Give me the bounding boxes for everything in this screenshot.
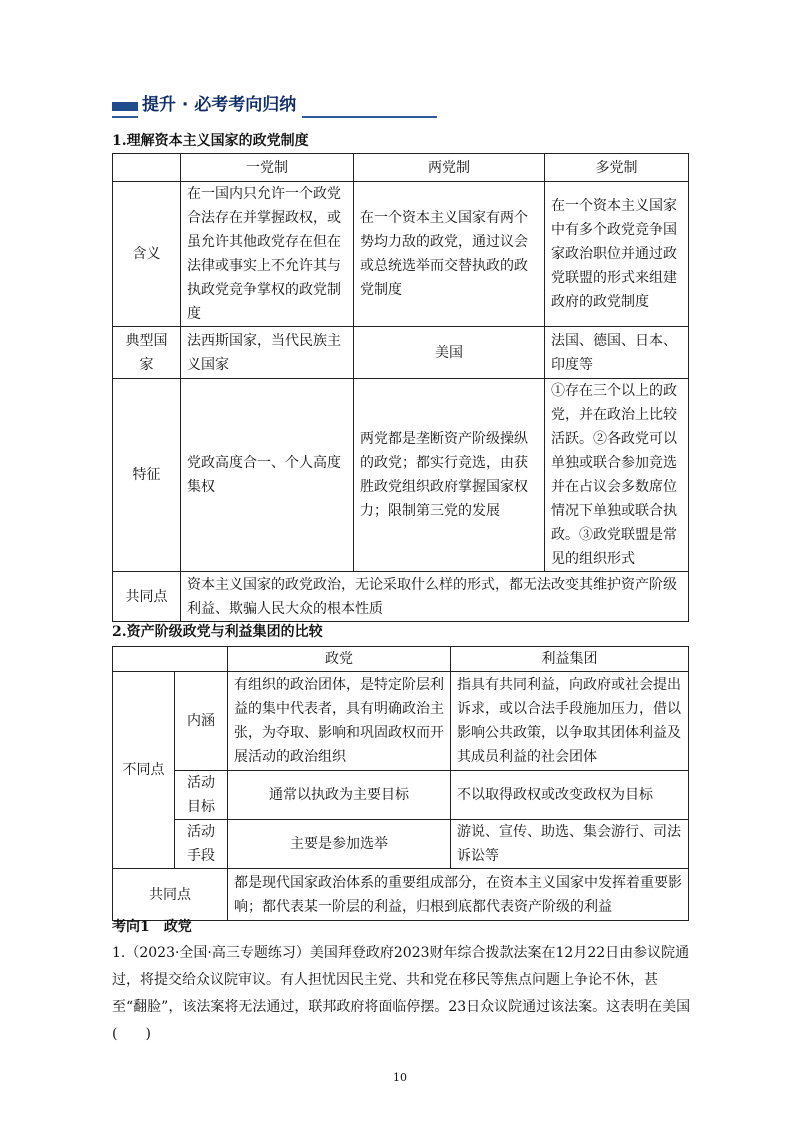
table-cell: 在一个资本主义国家有两个势均力敌的政党，通过议会或总统选举而交替执政的政党制度	[354, 182, 545, 327]
table-corner-cell	[113, 647, 228, 672]
table-row	[113, 672, 689, 771]
table-cell: 资本主义国家的政党政治，无论采取什么样的形式，都无法改变其维护资产阶级利益、欺骗人民大众的根本性质	[181, 572, 689, 622]
column-header: 多党制	[545, 154, 689, 182]
table-row	[113, 154, 689, 182]
section2-heading: 2.资产阶级政党与利益集团的比较	[112, 624, 323, 640]
party-system-table	[112, 153, 689, 622]
question-text: 1.（2023·全国·高三专题练习）美国拜登政府2023财年综合拨款法案在12月22日由参议院通过，将提交给众议院审议。有人担忧因民主党、共和党在移民等焦点问题上争论不休，甚至“翻脸”，该法案将无法通过，联邦政府将面临停摆。23日众议院通过该法案。这表明在美国( )	[112, 945, 691, 1042]
row-sublabel: 活动目标	[175, 771, 228, 820]
table-row	[113, 182, 689, 327]
table-row	[113, 647, 689, 672]
table-cell: 法国、德国、日本、印度等	[545, 327, 689, 379]
row-sublabel: 内涵	[175, 672, 228, 771]
section1-heading: 1.理解资本主义国家的政党制度	[112, 133, 309, 149]
exam-topic-heading: 考向1 政党	[112, 919, 192, 935]
table-cell: 都是现代国家政治体系的重要组成部分，在资本主义国家中发挥着重要影响；都代表某一阶层的利益，归根到底都代表资产阶级的利益	[228, 869, 689, 921]
table-cell: ①存在三个以上的政党，并在政治上比较活跃。②各政党可以单独或联合参加竞选并在占议会多数席位情况下单独或联合执政。③政党联盟是常见的组织形式	[545, 379, 689, 572]
table-cell: 在一个资本主义国家中有多个政党竞争国家政治职位并通过政党联盟的形式来组建政府的政党制度	[545, 182, 689, 327]
table-cell: 游说、宣传、助选、集会游行、司法诉讼等	[451, 820, 689, 869]
table-cell: 在一国内只允许一个政党合法存在并掌握政权，或虽允许其他政党存在但在法律或事实上不允许其与执政党竞争掌权的政党制度	[181, 182, 354, 327]
table-row	[113, 327, 689, 379]
table-cell: 美国	[354, 327, 545, 379]
table-row	[113, 572, 689, 622]
banner-title: 提升 · 必考考向归纳	[138, 92, 302, 118]
table-cell: 指具有共同利益，向政府或社会提出诉求，或以合法手段施加压力，借以影响公共政策，以争取其团体利益及其成员利益的社会团体	[451, 672, 689, 771]
table-row	[113, 771, 689, 820]
row-label: 特征	[113, 379, 181, 572]
table-cell: 两党都是垄断资产阶级操纵的政党；都实行竞选，由获胜政党组织政府掌握国家权力；限制第三党的发展	[354, 379, 545, 572]
row-label: 典型国家	[113, 327, 181, 379]
table-cell: 党政高度合一、个人高度集权	[181, 379, 354, 572]
table-cell: 有组织的政治团体，是特定阶层利益的集中代表者，具有明确政治主张，为夺取、影响和巩固政权而开展活动的政治组织	[228, 672, 451, 771]
table-row	[113, 820, 689, 869]
table-cell: 法西斯国家，当代民族主义国家	[181, 327, 354, 379]
table-row	[113, 869, 689, 921]
row-label: 共同点	[113, 869, 228, 921]
row-label: 共同点	[113, 572, 181, 622]
column-header: 政党	[228, 647, 451, 672]
table-corner-cell	[113, 154, 181, 182]
column-header: 利益集团	[451, 647, 689, 672]
table-cell: 通常以执政为主要目标	[228, 771, 451, 820]
row-label: 含义	[113, 182, 181, 327]
table-cell: 主要是参加选举	[228, 820, 451, 869]
row-label: 不同点	[113, 672, 175, 869]
section-banner	[112, 92, 437, 122]
column-header: 两党制	[354, 154, 545, 182]
table-row	[113, 379, 689, 572]
party-vs-interest-group-table	[112, 646, 689, 921]
table-cell: 不以取得政权或改变政权为目标	[451, 771, 689, 820]
row-sublabel: 活动手段	[175, 820, 228, 869]
page-number: 10	[393, 1071, 407, 1084]
column-header: 一党制	[181, 154, 354, 182]
